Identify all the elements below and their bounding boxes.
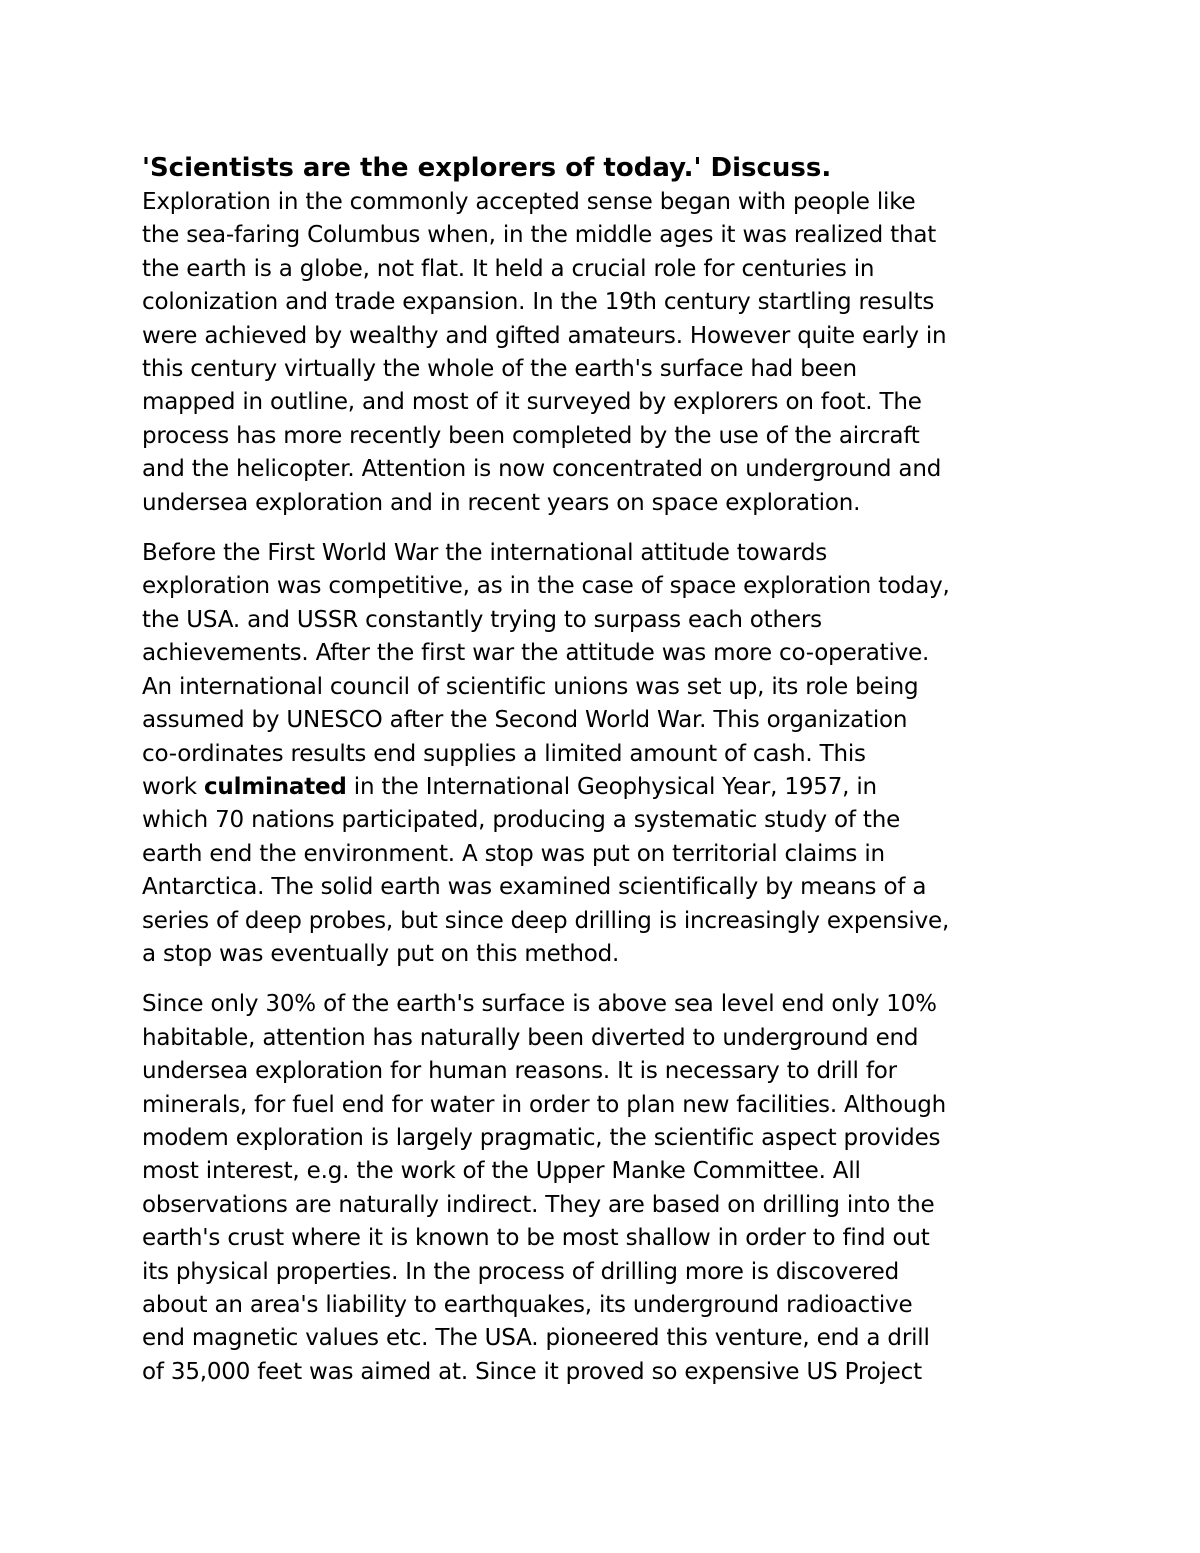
- text-line: series of deep probes, but since deep drilling is increasingly expensive,: [142, 907, 950, 934]
- emphasis-line: [142, 771, 1072, 804]
- text-line: its physical properties. In the process of drilling more is discovered: [142, 1258, 900, 1285]
- text-line: exploration was competitive, as in the case of space exploration today,: [142, 573, 950, 600]
- text-line: about an area's liability to earthquakes, its underground radioactive: [142, 1292, 913, 1318]
- line-start: work: [142, 773, 204, 800]
- text-line: end magnetic values etc. The USA. pioneered this venture, end a drill: [142, 1325, 930, 1352]
- text-line: this century virtually the whole of the earth's surface had been: [142, 356, 857, 383]
- text-line: a stop was eventually put on this method.: [142, 940, 620, 967]
- paragraph-3: [142, 988, 1072, 1389]
- text-line: process has more recently been completed by the use of the aircraft: [142, 422, 920, 449]
- bold-word: culminated: [203, 773, 347, 800]
- text-line: Exploration in the commonly accepted sense began with people like: [142, 189, 916, 215]
- text-line: undersea exploration and in recent years on space exploration.: [142, 489, 861, 516]
- paragraph-1: [142, 186, 1072, 520]
- text-line: were achieved by wealthy and gifted amateurs. However quite early in: [142, 322, 947, 349]
- document-body: [142, 150, 1072, 1406]
- text-line: co-ordinates results end supplies a limited amount of cash. This: [142, 740, 866, 767]
- text-line: which 70 nations participated, producing a systematic study of the: [142, 807, 901, 834]
- text-line: achievements. After the first war the attitude was more co-operative.: [142, 640, 930, 667]
- line-end: in the International Geophysical Year, 1957, in: [346, 773, 877, 800]
- text-line: earth's crust where it is known to be most shallow in order to find out: [142, 1225, 930, 1252]
- essay-title: 'Scientists are the explorers of today.' Discuss.: [142, 153, 832, 183]
- text-line: the USA. and USSR constantly trying to surpass each others: [142, 606, 822, 633]
- text-line: most interest, e.g. the work of the Upper Manke Committee. All: [142, 1158, 861, 1185]
- text-line: undersea exploration for human reasons. It is necessary to drill for: [142, 1058, 897, 1085]
- text-line: assumed by UNESCO after the Second World War. This organization: [142, 707, 908, 734]
- text-line: observations are naturally indirect. They are based on drilling into the: [142, 1191, 935, 1218]
- text-line: earth end the environment. A stop was put on territorial claims in: [142, 840, 885, 867]
- text-line: minerals, for fuel end for water in order to plan new facilities. Although: [142, 1091, 947, 1118]
- text-line: An international council of scientific unions was set up, its role being: [142, 673, 919, 700]
- paragraph-2: [142, 537, 1072, 971]
- text-line: and the helicopter. Attention is now concentrated on underground and: [142, 456, 942, 483]
- text-line: modem exploration is largely pragmatic, the scientific aspect provides: [142, 1124, 941, 1151]
- text-line: the sea-faring Columbus when, in the middle ages it was realized that: [142, 222, 937, 249]
- text-line: Since only 30% of the earth's surface is above sea level end only 10%: [142, 991, 937, 1018]
- text-line: colonization and trade expansion. In the 19th century startling results: [142, 289, 935, 316]
- text-line: habitable, attention has naturally been diverted to underground end: [142, 1024, 919, 1051]
- text-line: mapped in outline, and most of it surveyed by explorers on foot. The: [142, 389, 922, 416]
- text-line: of 35,000 feet was aimed at. Since it proved so expensive US Project: [142, 1358, 922, 1385]
- text-line: the earth is a globe, not flat. It held a crucial role for centuries in: [142, 255, 875, 282]
- text-line: Before the First World War the international attitude towards: [142, 540, 828, 567]
- text-line: Antarctica. The solid earth was examined scientifically by means of a: [142, 874, 927, 901]
